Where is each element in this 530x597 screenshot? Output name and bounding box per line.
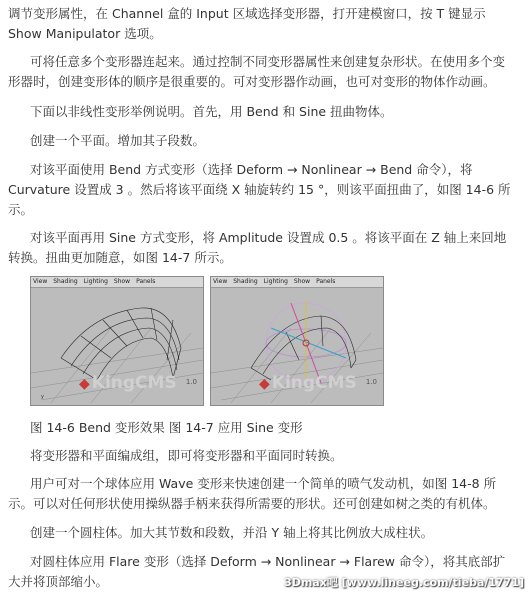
paragraph-9: 创建一个圆柱体。加大其节数和段数，并沿 Y 轴上将其比例放大成柱状。 — [30, 525, 434, 540]
paragraph-8: 用户可对一个球体应用 Wave 变形来快速创建一个简单的喷气发动机，如图 14-8 所示。可以对任何形状使用操纵器手柄来获得所需要的形状。还可创建如树之类的有机体。 — [8, 476, 497, 511]
viewport-menubar — [31, 277, 203, 288]
paragraph-6: 对该平面再用 Sine 方式变形，将 Amplitude 设置成 0.5 。将该平面在 Z 轴上来回地转换。扭曲更加随意，如图 14-7 所示。 — [8, 230, 507, 265]
paragraph-7: 将变形器和平面编成组，即可将变形器和平面同时转换。 — [30, 448, 343, 463]
menu-show[interactable]: Show — [293, 278, 311, 285]
menu-panels[interactable]: Panels — [316, 278, 336, 285]
menu-lighting[interactable]: Lighting — [83, 278, 108, 285]
menu-panels[interactable]: Panels — [136, 278, 156, 285]
figure-pair — [30, 276, 410, 406]
kingcms-watermark: ◆ KingCMS — [79, 373, 177, 393]
menu-show[interactable]: Show — [113, 278, 131, 285]
paragraph-10: 对圆柱体应用 Flare 变形（选择 Deform → Nonlinear → Flarew 命令），将其底部扩大并将顶部缩小。 — [8, 554, 506, 589]
viewport-menubar — [211, 277, 383, 288]
axis-value: 1.0 — [365, 378, 377, 386]
figure-14-7-sine — [210, 276, 384, 406]
figure-14-6-bend — [30, 276, 204, 406]
footer-watermark: 3Dmax吧 [www.lineeg.com/tieba/1771] — [284, 576, 524, 589]
menu-shading[interactable]: Shading — [53, 278, 78, 285]
paragraph-4: 创建一个平面。增加其子段数。 — [30, 133, 206, 148]
menu-lighting[interactable]: Lighting — [263, 278, 288, 285]
menu-shading[interactable]: Shading — [233, 278, 258, 285]
figure-caption: 图 14-6 Bend 变形效果 图 14-7 应用 Sine 变形 — [30, 420, 303, 435]
svg-text:y: y — [41, 394, 44, 400]
paragraph-2: 可将任意多个变形器连起来。通过控制不同变形器属性来创建复杂形状。在使用多个变形器时，创建变形体的顺序是很重要的。可对变形器作动画，也可对变形的物体作动画。 — [8, 54, 506, 89]
paragraph-3: 下面以非线性变形举例说明。首先，用 Bend 和 Sine 扭曲物体。 — [30, 104, 393, 119]
axis-value: 1.0 — [185, 378, 197, 386]
kingcms-watermark: ◆ KingCMS — [259, 373, 357, 393]
paragraph-1: 调节变形属性，在 Channel 盒的 Input 区域选择变形器，打开建模窗口，按 T 键显示 Show Manipulator 选项。 — [8, 6, 486, 41]
menu-view[interactable]: View — [33, 278, 48, 285]
paragraph-5: 对该平面使用 Bend 方式变形（选择 Deform → Nonlinear → Bend 命令），将 Curvature 设置成 3 。然后将该平面绕 X 轴旋转约 15 °，则该平面扭曲了，如图 14-6 所示。 — [8, 162, 511, 217]
menu-view[interactable]: View — [213, 278, 228, 285]
